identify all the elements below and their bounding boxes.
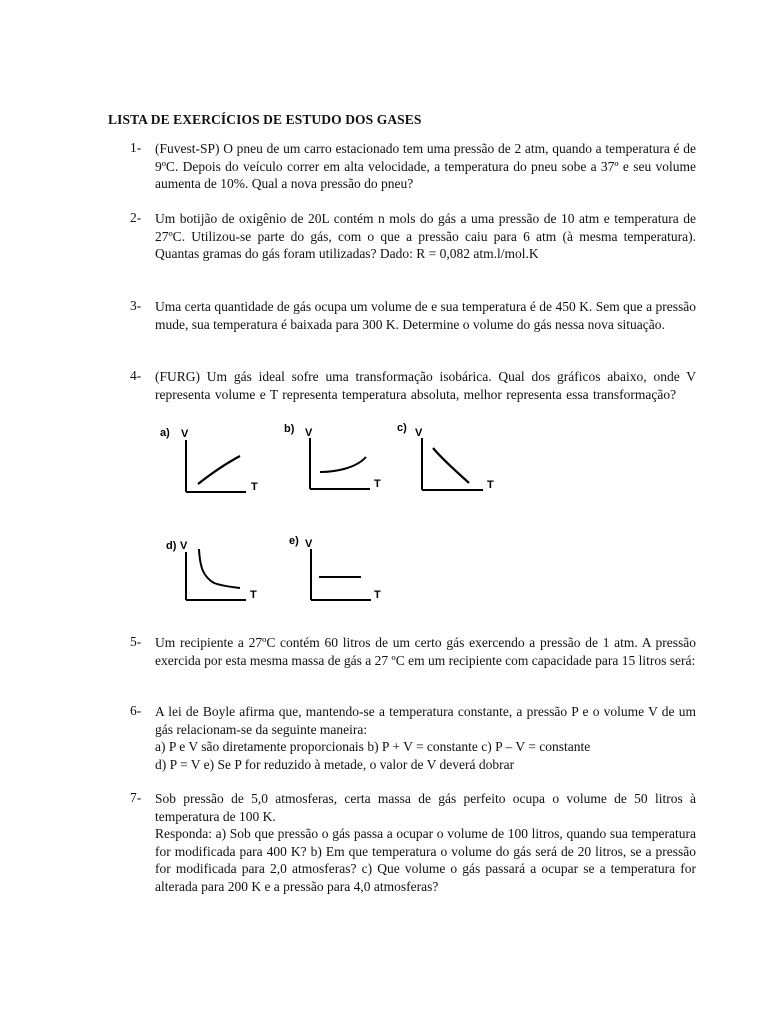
question-text: Um recipiente a 27ºC contém 60 litros de um certo gás exercendo a pressão de 1 atm. A pressão exercida por esta mesma massa de gás a 27 ºC em um recipiente com capacidade para 15 litros será: — [155, 635, 696, 668]
page-title: LISTA DE EXERCÍCIOS DE ESTUDO DOS GASES — [108, 112, 422, 127]
x-axis-label: T — [374, 478, 381, 490]
question-text: Uma certa quantidade de gás ocupa um volume de e sua temperatura é de 450 K. Sem que a pressão mude, sua temperatura é baixada para 300 K. Determine o volume do gás nessa nova situação. — [155, 299, 696, 332]
question-text: (FURG) Um gás ideal sofre uma transformação isobárica. Qual dos gráficos abaixo, onde V representa volume e T representa temperatura absoluta, melhor representa essa transformação? — [155, 369, 696, 402]
x-axis-label: T — [251, 481, 258, 493]
question-number: 5- — [130, 634, 142, 649]
question-text-line: A lei de Boyle afirma que, mantendo-se a temperatura constante, a pressão P e o volume V de um gás relacionam-se da seguinte maneira: — [155, 704, 696, 737]
question-text — [155, 790, 696, 895]
graph-d — [166, 535, 276, 613]
graph-b — [284, 420, 394, 498]
y-axis-label: V — [305, 427, 313, 439]
y-axis-label: V — [305, 538, 313, 550]
question-number: 2- — [130, 210, 142, 225]
question-text-line: Sob pressão de 5,0 atmosferas, certa massa de gás perfeito ocupa o volume de 50 litros à temperatura de 100 K. — [155, 791, 696, 824]
question-number: 6- — [130, 703, 142, 718]
graph-label: b) — [284, 423, 295, 435]
question-text-line: a) P e V são diretamente proporcionais b) P + V = constante c) P – V = constante — [155, 739, 591, 754]
x-axis-label: T — [250, 589, 257, 601]
question-text-line: d) P = V e) Se P for reduzido à metade, o valor de V deverá dobrar — [155, 756, 515, 772]
y-axis-label: V — [415, 427, 423, 439]
question-number: 4- — [130, 368, 142, 383]
question-number: 3- — [130, 298, 142, 313]
graph-label: c) — [397, 422, 407, 434]
graph-label: e) — [289, 535, 299, 547]
question-text: (Fuvest-SP) O pneu de um carro estacionado tem uma pressão de 2 atm, quando a temperatura é de 9ºC. Depois do veículo correr em alta velocidade, a temperatura do pneu sobe a 37º e seu volume aumenta de 10%. Qual a nova pressão do pneu? — [155, 141, 696, 191]
graph-e — [289, 533, 399, 611]
question-number: 1- — [130, 140, 142, 155]
question-text-line: Responda: a) Sob que pressão o gás passa a ocupar o volume de 100 litros, quando sua temperatura for modificada para 400 K? b) Em que temperatura o volume do gás será de 20 litros, se a pressão for modificada para 2,0 atmosferas? c) Que volume o gás passará a ocupar se a temperatura for alterada para 200 K e a pressão para 4,0 atmosferas? — [155, 826, 696, 894]
graph-a — [160, 422, 270, 500]
question-number: 7- — [130, 790, 142, 805]
question-text — [155, 703, 696, 773]
x-axis-label: T — [487, 479, 494, 491]
question-text: Um botijão de oxigênio de 20L contém n mols do gás a uma pressão de 10 atm e temperatura de 27ºC. Utilizou-se parte do gás, com o que a pressão caiu para 6 atm (à mesma temperatura). Quantas gramas do gás foram utilizadas? Dado: R = 0,082 atm.l/mol.K — [155, 211, 696, 261]
graph-label: d) — [166, 540, 177, 552]
y-axis-label: V — [180, 540, 188, 552]
graph-label: a) — [160, 427, 170, 439]
x-axis-label: T — [374, 589, 381, 601]
graph-c — [397, 420, 507, 498]
y-axis-label: V — [181, 428, 189, 440]
